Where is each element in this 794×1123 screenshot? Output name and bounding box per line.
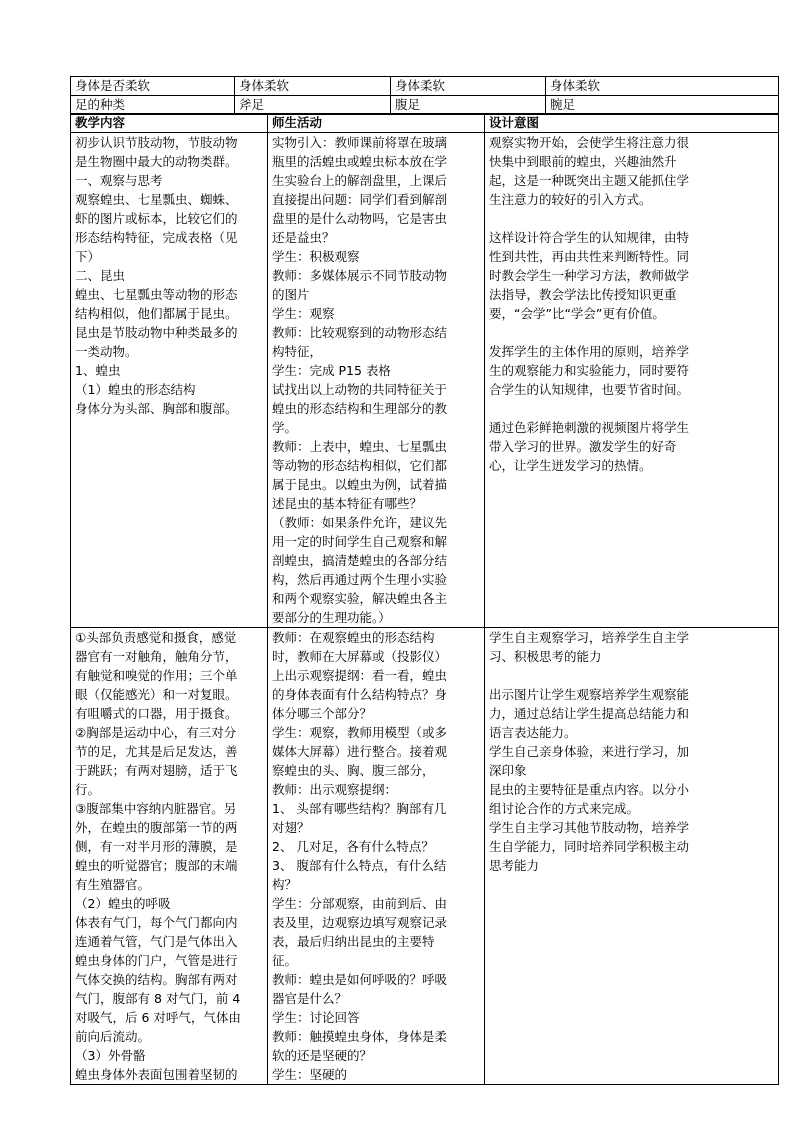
teacher-student-activity-cell — [268, 133, 485, 628]
text-line: 快集中到眼前的蝗虫，兴趣油然升 — [489, 154, 677, 169]
text-line: 蝗虫、七星瓢虫等动物的形态 — [75, 287, 238, 302]
text-line: 侧，有一对半月形的薄膜，是 — [75, 839, 238, 854]
text-line: 带入学习的世界。激发学生的好奇 — [489, 439, 677, 454]
text-line: 前向后流动。 — [75, 1029, 151, 1044]
text-line: 昆虫的主要特征是重点内容。以分小 — [489, 782, 690, 797]
text-line: 媒体大屏幕）进行整合。接着观 — [272, 744, 448, 759]
text-line: 这样设计符合学生的认知规律，由特 — [489, 230, 690, 245]
text-line: 形态结构特征，完成表格（见 — [75, 230, 238, 245]
header-design-intent: 设计意图 — [485, 114, 779, 133]
text-line: 对翅？ — [272, 820, 310, 835]
text-line: 教师：比较观察到的动物形态结 — [272, 325, 448, 340]
header-teacher-student-activity: 师生活动 — [268, 114, 485, 133]
text-line: 一、观察与思考 — [75, 173, 163, 188]
text-line: 出示图片让学生观察培养学生观察能 — [489, 687, 690, 702]
table-cell: 足的种类 — [71, 96, 235, 115]
text-line: 蝗虫身体的门户，气管是进行 — [75, 953, 238, 968]
text-line: 剖蝗虫，搞清楚蝗虫的各部分结 — [272, 553, 448, 568]
text-line: 教师：上表中，蝗虫、七星瓢虫 — [272, 439, 448, 454]
text-line: 直接提出问题：同学们看到解剖 — [272, 192, 448, 207]
text-line: 1、 头部有哪些结构？胸部有几 — [272, 801, 447, 816]
text-line: 表及里，边观察边填写观察记录 — [272, 915, 448, 930]
text-line: 昆虫是节肢动物中种类最多的 — [75, 325, 238, 340]
text-line — [489, 666, 774, 685]
text-line: 力，通过总结让学生提高总结能力和 — [489, 706, 690, 721]
text-line: 观察实物开始，会使学生将注意力很 — [489, 135, 690, 150]
text-line: 生自学能力，同时培养同学积极主动 — [489, 839, 690, 854]
text-line: 教师：出示观察提纲： — [272, 782, 398, 797]
text-line: ②胸部是运动中心，有三对分 — [75, 725, 237, 740]
text-line: 结构相似，他们都属于昆虫。 — [75, 306, 238, 321]
text-line: ①头部负责感觉和摄食，感觉 — [75, 630, 237, 645]
text-line: 生实验台上的解剖盘里，上课后 — [272, 173, 448, 188]
table-header-row — [71, 114, 779, 133]
teacher-student-activity-cell — [268, 628, 485, 1085]
text-line: 蝗虫的听觉器官；腹部的末端 — [75, 858, 238, 873]
text-line: 气门，腹部有 8 对气门，前 4 — [75, 991, 241, 1006]
lesson-plan-table — [70, 113, 779, 1085]
text-line — [489, 399, 774, 418]
text-line: 学生自己亲身体验，来进行学习，加 — [489, 744, 690, 759]
text-line: 语言表达能力。 — [489, 725, 577, 740]
text-line: 构？ — [272, 877, 298, 892]
text-line: 学生自主观察学习，培养学生自主学 — [489, 630, 690, 645]
text-line: 教师：多媒体展示不同节肢动物 — [272, 268, 448, 283]
text-line: 述昆虫的基本特征有哪些？ — [272, 496, 423, 511]
text-line: 和两个观察实验，解决蝗虫各主 — [272, 591, 448, 606]
text-line: 盘里的是什么动物吗，它是害虫 — [272, 211, 448, 226]
text-line: 虾的图片或标本，比较它们的 — [75, 211, 238, 226]
text-line: 时，教师在大屏幕或（投影仪） — [272, 649, 448, 664]
table-cell: 身体柔软 — [546, 77, 779, 96]
text-line: （2）蝗虫的呼吸 — [75, 896, 171, 911]
text-line: 节的足，尤其是后足发达，善 — [75, 744, 238, 759]
text-line: 于跳跃；有两对翅膀，适于飞 — [75, 763, 238, 778]
text-line: 通过色彩鲜艳刺激的视频图片将学生 — [489, 420, 690, 435]
table-cell: 身体是否柔软 — [71, 77, 235, 96]
text-line: 有触觉和嗅觉的作用；三个单 — [75, 668, 238, 683]
text-line — [489, 209, 774, 228]
text-line: 属于昆虫。以蝗虫为例，试着描 — [272, 477, 448, 492]
text-line: 构，然后再通过两个生理小实验 — [272, 572, 448, 587]
text-line: 学生：观察，教师用模型（或多 — [272, 725, 448, 740]
header-teaching-content: 教学内容 — [71, 114, 268, 133]
text-line: 构特征， — [272, 344, 323, 359]
text-line: 下） — [75, 249, 101, 264]
text-line: 1、蝗虫 — [75, 363, 121, 378]
text-line: 外，在蝗虫的腹部第一节的两 — [75, 820, 238, 835]
text-line: 法指导，教会学法比传授知识更重 — [489, 287, 677, 302]
table-cell: 腕足 — [546, 96, 779, 115]
text-line: （教师：如果条件允许，建议先 — [272, 515, 448, 530]
text-line: 还是益虫？ — [272, 230, 335, 245]
text-line: 性到共性，再由共性来判断特性。同 — [489, 249, 690, 264]
text-line: 教师：在观察蝗虫的形态结构 — [272, 630, 435, 645]
text-line: 的图片 — [272, 287, 310, 302]
text-line: 要，“会学”比“学会”更有价值。 — [489, 306, 665, 321]
text-line — [489, 323, 774, 342]
text-line: 合学生的认知规律，也要节省时间。 — [489, 382, 690, 397]
animal-attribute-table — [70, 76, 779, 115]
text-line: 心，让学生迸发学习的热情。 — [489, 458, 652, 473]
text-line: 眼（仅能感光）和一对复眼。 — [75, 687, 238, 702]
table-row — [71, 77, 779, 96]
text-line: 行。 — [75, 782, 101, 797]
text-line: 学。 — [272, 420, 298, 435]
design-intent-cell — [485, 628, 779, 1085]
text-line: 生注意力的较好的引入方式。 — [489, 192, 652, 207]
text-line: ③腹部集中容纳内脏器官。另 — [75, 801, 237, 816]
text-line: 上出示观察提纲：看一看，蝗虫 — [272, 668, 448, 683]
text-line: 征。 — [272, 953, 298, 968]
text-line: 习、积极思考的能力 — [489, 649, 602, 664]
text-line: 蝗虫身体外表面包围着坚韧的 — [75, 1067, 238, 1082]
text-line: 2、 几对足，各有什么特点？ — [272, 839, 434, 854]
text-line: 二、昆虫 — [75, 268, 126, 283]
table-cell: 腹足 — [391, 96, 546, 115]
text-line: 一类动物。 — [75, 344, 138, 359]
text-line: 学生：坚硬的 — [272, 1067, 348, 1082]
teaching-content-cell — [71, 628, 268, 1085]
text-line: 有生殖器官。 — [75, 877, 151, 892]
text-line: 有咀嚼式的口器，用于摄食。 — [75, 706, 238, 721]
text-line: 时教会学生一种学习方法，教师做学 — [489, 268, 690, 283]
text-line: （1）蝗虫的形态结构 — [75, 382, 196, 397]
table-cell: 斧足 — [235, 96, 391, 115]
text-line: 深印象 — [489, 763, 527, 778]
text-line: 用一定的时间学生自己观察和解 — [272, 534, 448, 549]
table-row — [71, 628, 779, 1085]
teaching-content-cell — [71, 133, 268, 628]
text-line: 器官有一对触角，触角分节， — [75, 649, 238, 664]
table-row — [71, 133, 779, 628]
text-line: 是生物圈中最大的动物类群。 — [75, 154, 238, 169]
text-line: 表，最后归纳出昆虫的主要特 — [272, 934, 435, 949]
text-line: 学生：观察 — [272, 306, 335, 321]
text-line: 气体交换的结构。胸部有两对 — [75, 972, 238, 987]
text-line: 教师：蝗虫是如何呼吸的？呼吸 — [272, 972, 448, 987]
text-line: （3）外骨骼 — [75, 1048, 146, 1063]
text-line: 起，这是一种既突出主题又能抓住学 — [489, 173, 690, 188]
text-line: 察蝗虫的头、胸、腹三部分， — [272, 763, 435, 778]
text-line: 要部分的生理功能。） — [272, 610, 391, 625]
text-line: 等动物的形态结构相似，它们都 — [272, 458, 448, 473]
text-line: 学生：讨论回答 — [272, 1010, 360, 1025]
text-line: 生的观察能力和实验能力，同时要符 — [489, 363, 690, 378]
text-line: 试找出以上动物的共同特征关于 — [272, 382, 448, 397]
text-line: 学生：积极观察 — [272, 249, 360, 264]
text-line: 初步认识节肢动物，节肢动物 — [75, 135, 238, 150]
text-line: 学生自主学习其他节肢动物，培养学 — [489, 820, 690, 835]
text-line: 发挥学生的主体作用的原则，培养学 — [489, 344, 690, 359]
table-cell: 身体柔软 — [235, 77, 391, 96]
text-line: 器官是什么？ — [272, 991, 348, 1006]
text-line: 学生：分部观察，由前到后、由 — [272, 896, 448, 911]
text-line: 身体分为头部、胸部和腹部。 — [75, 401, 238, 416]
table-cell: 身体柔软 — [391, 77, 546, 96]
text-line: 对吸气，后 6 对呼气，气体由 — [75, 1010, 241, 1025]
text-line: 观察蝗虫、七星瓢虫、蜘蛛、 — [75, 192, 238, 207]
text-line: 教师：触摸蝗虫身体，身体是柔 — [272, 1029, 448, 1044]
text-line: 3、 腹部有什么特点，有什么结 — [272, 858, 447, 873]
text-line: 实物引入：教师课前将罩在玻璃 — [272, 135, 448, 150]
table-row — [71, 96, 779, 115]
text-line: 体分哪三个部分？ — [272, 706, 373, 721]
text-line: 体表有气门，每个气门都向内 — [75, 915, 238, 930]
text-line: 的身体表面有什么结构特点？身 — [272, 687, 448, 702]
text-line: 软的还是坚硬的？ — [272, 1048, 373, 1063]
text-line: 思考能力 — [489, 858, 540, 873]
text-line: 连通着气管，气门是气体出入 — [75, 934, 238, 949]
text-line: 瓶里的活蝗虫或蝗虫标本放在学 — [272, 154, 448, 169]
text-line: 蝗虫的形态结构和生理部分的教 — [272, 401, 448, 416]
design-intent-cell — [485, 133, 779, 628]
text-line: 学生：完成 P15 表格 — [272, 363, 391, 378]
text-line: 组讨论合作的方式来完成。 — [489, 801, 640, 816]
